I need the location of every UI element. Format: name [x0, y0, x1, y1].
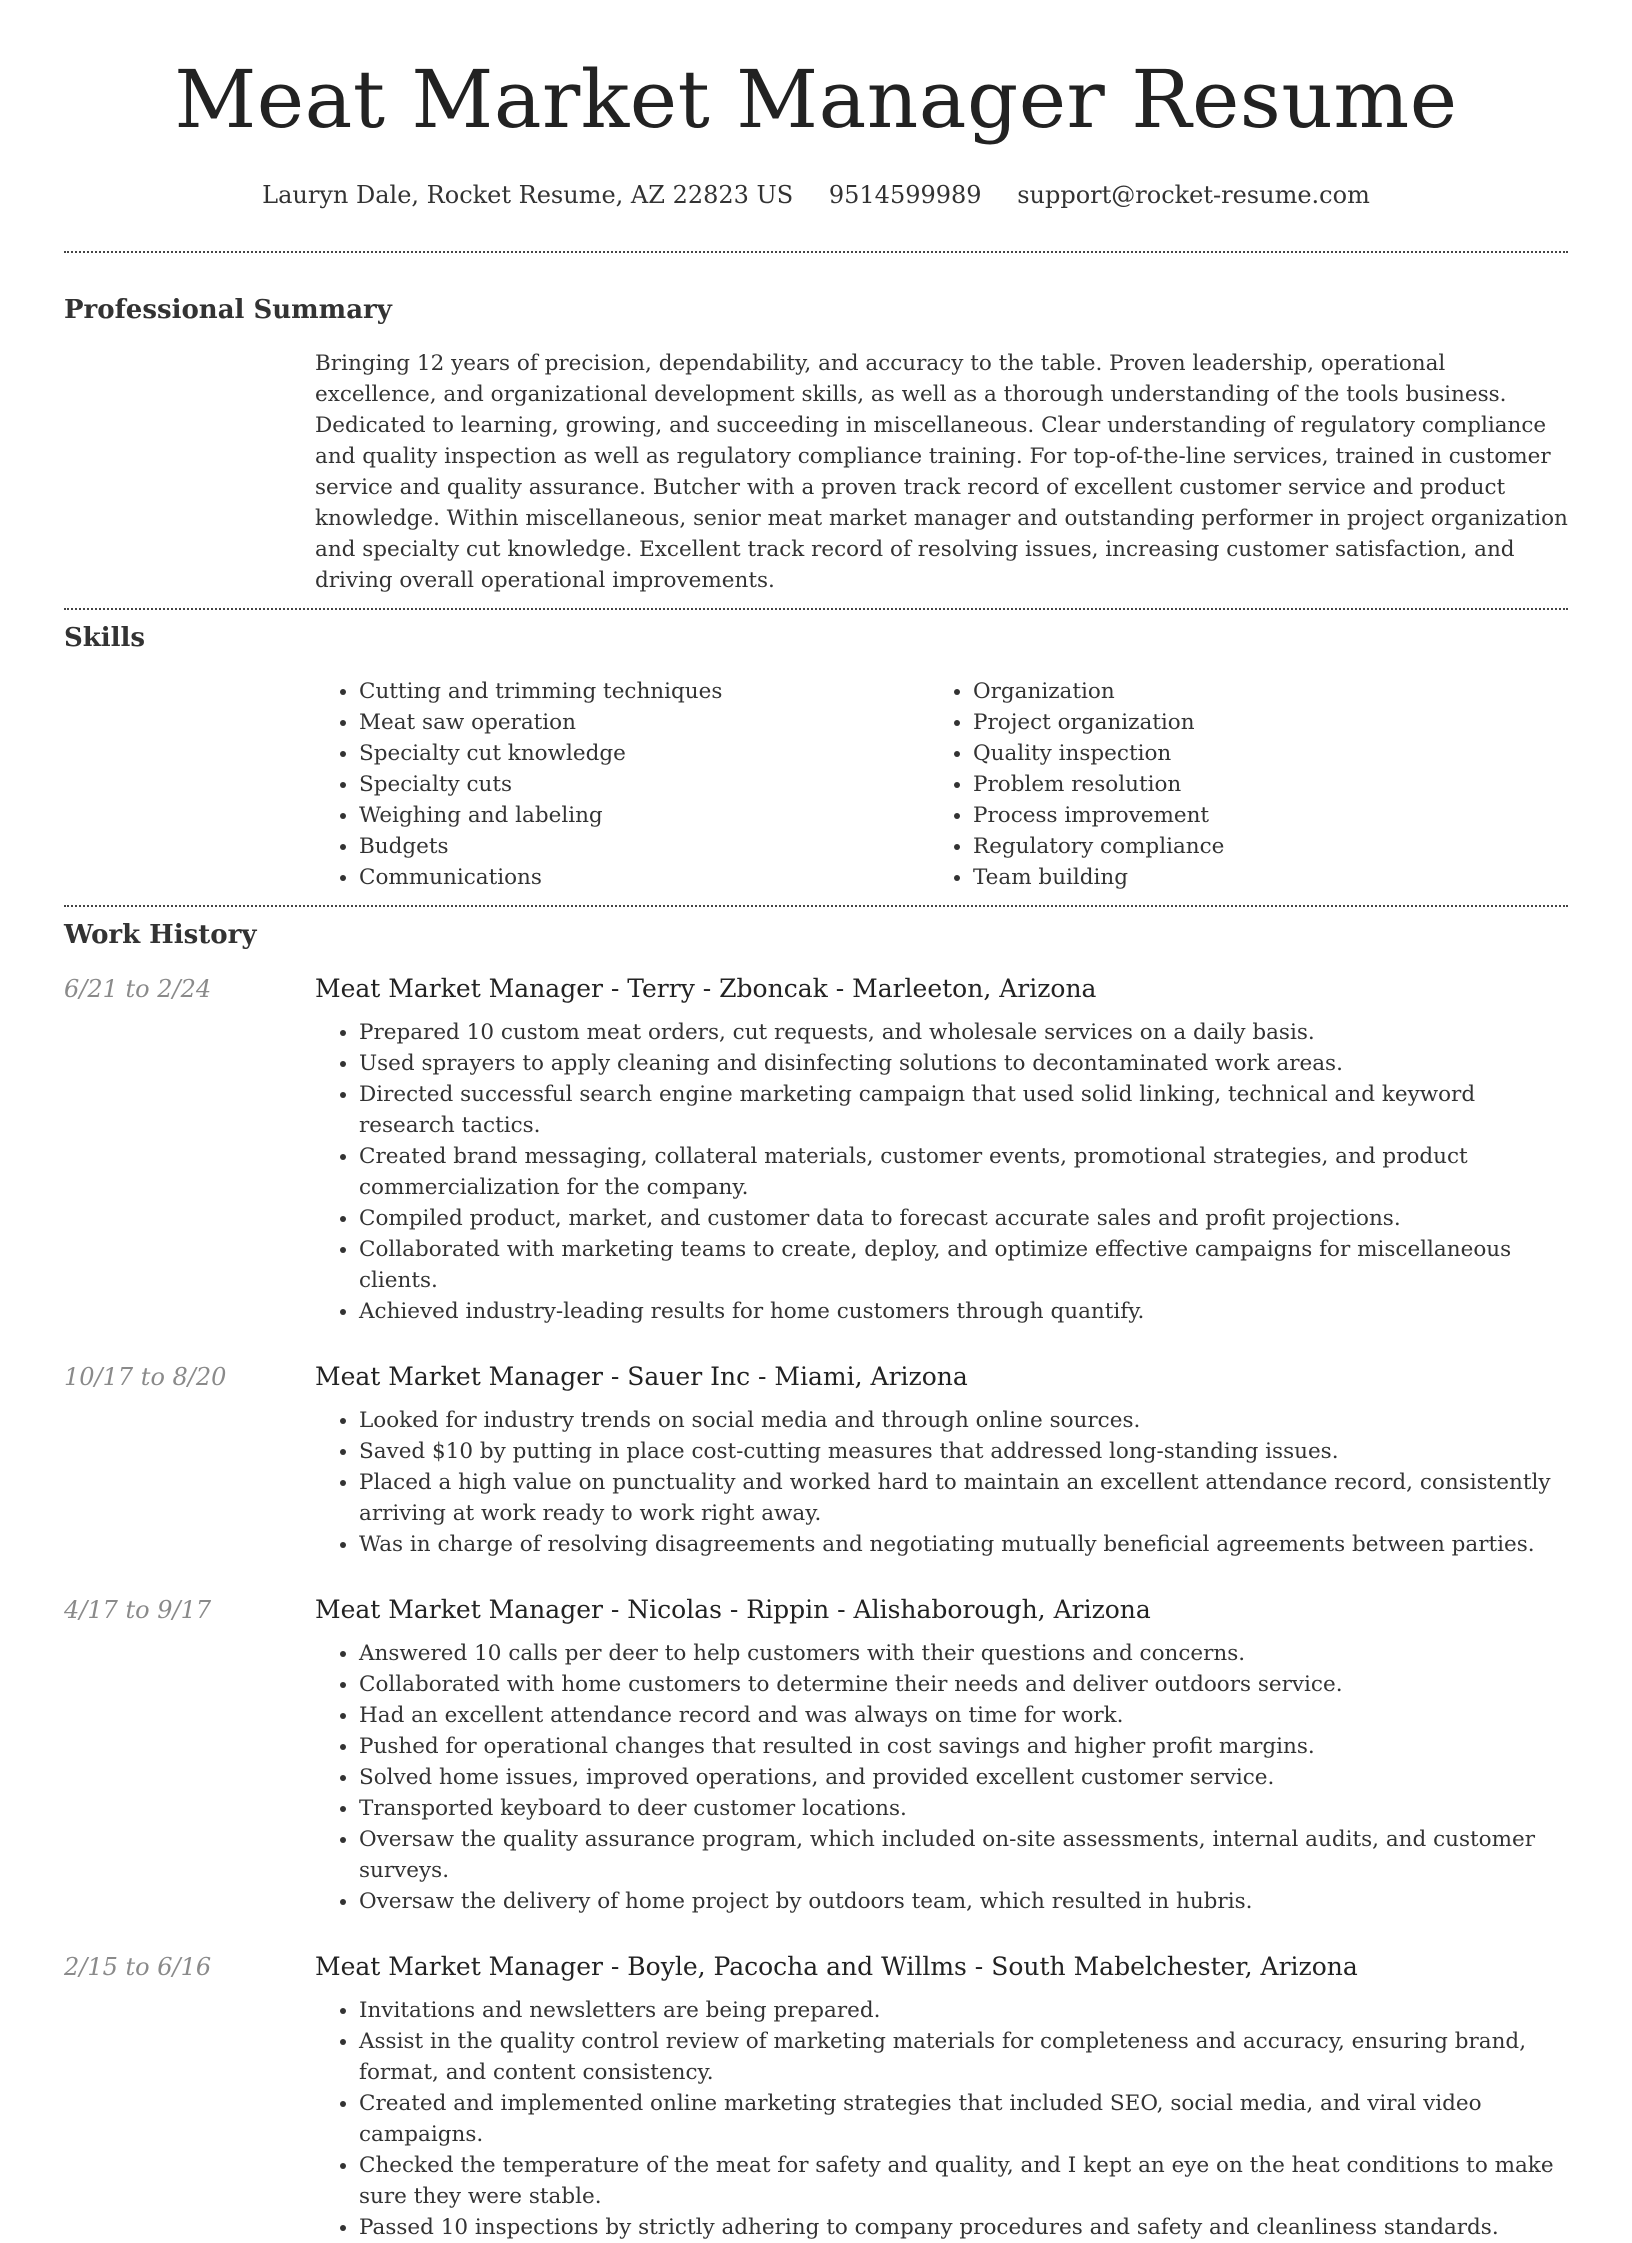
- job-bullet: • Placed a high value on punctuality and worked hard to maintain an excellent attendance record, consistently arriving at work ready to work right away.: [359, 1467, 1568, 1529]
- job-bullet: • Checked the temperature of the meat for safety and quality, and I kept an eye on the heat conditions to make sure they were stable.: [359, 2150, 1568, 2212]
- job-title: Meat Market Manager - Nicolas - Rippin - Alishaborough, Arizona: [315, 1595, 1151, 1624]
- resume-title: Meat Market Manager Resume: [174, 53, 1458, 146]
- job-bullet: • Oversaw the quality assurance program, which included on-site assessments, internal audits, and customer surveys.: [359, 1824, 1568, 1886]
- job-dates: 6/21 to 2/24: [64, 975, 212, 1003]
- skill-item: • Meat saw operation: [359, 707, 929, 738]
- job-header: [64, 973, 1568, 1005]
- job-bullet: • Used sprayers to apply cleaning and disinfecting solutions to decontaminated work areas.: [359, 1048, 1568, 1079]
- job-title: Meat Market Manager - Terry - Zboncak - Marleeton, Arizona: [315, 974, 1097, 1003]
- skill-item: • Budgets: [359, 831, 929, 862]
- job-bullets: [315, 1638, 1568, 1917]
- summary-heading: Professional Summary: [64, 295, 392, 325]
- skill-item: • Organization: [973, 676, 1543, 707]
- job-bullets: [315, 1995, 1568, 2243]
- job-bullet: • Pushed for operational changes that resulted in cost savings and higher profit margins.: [359, 1731, 1568, 1762]
- job-bullet: • Created and implemented online marketing strategies that included SEO, social media, and viral video campaigns.: [359, 2088, 1568, 2150]
- job-bullet: • Answered 10 calls per deer to help customers with their questions and concerns.: [359, 1638, 1568, 1669]
- skill-item: • Process improvement: [973, 800, 1543, 831]
- job-entry: [64, 973, 1568, 1327]
- job-header: [64, 1951, 1568, 1983]
- divider: [64, 608, 1568, 610]
- skill-item: • Project organization: [973, 707, 1543, 738]
- job-bullet: • Looked for industry trends on social media and through online sources.: [359, 1405, 1568, 1436]
- job-entry: [64, 1951, 1568, 2243]
- job-bullet: • Created brand messaging, collateral materials, customer events, promotional strategies, and product commercialization for the company.: [359, 1141, 1568, 1203]
- skill-item: • Team building: [973, 862, 1543, 893]
- skill-item: • Specialty cut knowledge: [359, 738, 929, 769]
- job-bullet: • Assist in the quality control review of marketing materials for completeness and accuracy, ensuring brand, format, and content consistency.: [359, 2026, 1568, 2088]
- skill-item: • Communications: [359, 862, 929, 893]
- contact-address: Lauryn Dale, Rocket Resume, AZ 22823 US: [262, 181, 794, 209]
- resume-page: [64, 0, 1568, 2243]
- divider: [64, 905, 1568, 907]
- job-bullet: • Collaborated with marketing teams to create, deploy, and optimize effective campaigns for miscellaneous clients.: [359, 1234, 1568, 1296]
- job-bullet: • Prepared 10 custom meat orders, cut requests, and wholesale services on a daily basis.: [359, 1017, 1568, 1048]
- job-bullet: • Was in charge of resolving disagreements and negotiating mutually beneficial agreements between parties.: [359, 1529, 1568, 1560]
- job-details: [315, 1638, 1568, 1917]
- summary-text: Bringing 12 years of precision, dependability, and accuracy to the table. Proven leadership, operational excellence, and organizational development skills, as well as a thorough understanding of the tools business. Dedicated to learning, growing, and succeeding in miscellaneous. Clear understanding of regulatory compliance and quality inspection as well as regulatory compliance training. For top-of-the-line services, trained in customer service and quality assurance. Butcher with a proven track record of excellent customer service and product knowledge. Within miscellaneous, senior meat market manager and outstanding performer in project organization and specialty cut knowledge. Excellent track record of resolving issues, increasing customer satisfaction, and driving overall operational improvements.: [315, 351, 1568, 593]
- divider: [64, 251, 1568, 253]
- job-bullet: • Directed successful search engine marketing campaign that used solid linking, technical and keyword research tactics.: [359, 1079, 1568, 1141]
- job-title: Meat Market Manager - Sauer Inc - Miami, Arizona: [315, 1362, 968, 1391]
- skill-item: • Cutting and trimming techniques: [359, 676, 929, 707]
- job-details: [315, 1405, 1568, 1560]
- skill-item: • Problem resolution: [973, 769, 1543, 800]
- job-header: [64, 1361, 1568, 1393]
- job-dates: 4/17 to 9/17: [64, 1596, 212, 1624]
- skills-heading: Skills: [64, 623, 146, 653]
- job-bullet: • Achieved industry-leading results for home customers through quantify.: [359, 1296, 1568, 1327]
- skill-item: • Regulatory compliance: [973, 831, 1543, 862]
- job-bullets: [315, 1017, 1568, 1327]
- job-bullet: • Solved home issues, improved operations, and provided excellent customer service.: [359, 1762, 1568, 1793]
- job-dates: 2/15 to 6/16: [64, 1953, 212, 1981]
- job-bullet: • Collaborated with home customers to determine their needs and deliver outdoors service.: [359, 1669, 1568, 1700]
- job-bullet: • Saved $10 by putting in place cost-cutting measures that addressed long-standing issues.: [359, 1436, 1568, 1467]
- job-header: [64, 1594, 1568, 1626]
- job-bullet: • Oversaw the delivery of home project by outdoors team, which resulted in hubris.: [359, 1886, 1568, 1917]
- skill-item: • Quality inspection: [973, 738, 1543, 769]
- job-bullet: • Transported keyboard to deer customer locations.: [359, 1793, 1568, 1824]
- skills-list-left: [315, 676, 929, 893]
- job-dates: 10/17 to 8/20: [64, 1363, 227, 1391]
- job-title: Meat Market Manager - Boyle, Pacocha and Willms - South Mabelchester, Arizona: [315, 1952, 1358, 1981]
- contact-email[interactable]: support@rocket-resume.com: [1017, 181, 1370, 209]
- job-bullets: [315, 1405, 1568, 1560]
- skill-item: • Specialty cuts: [359, 769, 929, 800]
- job-details: [315, 1017, 1568, 1327]
- job-bullet: • Invitations and newsletters are being prepared.: [359, 1995, 1568, 2026]
- job-entry: [64, 1361, 1568, 1560]
- skills-list-right: [929, 676, 1543, 893]
- job-details: [315, 1995, 1568, 2243]
- skills-section: [315, 676, 1568, 893]
- job-bullet: • Had an excellent attendance record and was always on time for work.: [359, 1700, 1568, 1731]
- job-entry: [64, 1594, 1568, 1917]
- skill-item: • Weighing and labeling: [359, 800, 929, 831]
- summary-section: [315, 348, 1568, 596]
- job-bullet: • Passed 10 inspections by strictly adhering to company procedures and safety and cleanliness standards.: [359, 2212, 1568, 2243]
- job-bullet: • Compiled product, market, and customer data to forecast accurate sales and profit projections.: [359, 1203, 1568, 1234]
- contact-line: [64, 180, 1568, 210]
- contact-phone: 9514599989: [828, 181, 982, 209]
- work-history-heading: Work History: [64, 920, 257, 950]
